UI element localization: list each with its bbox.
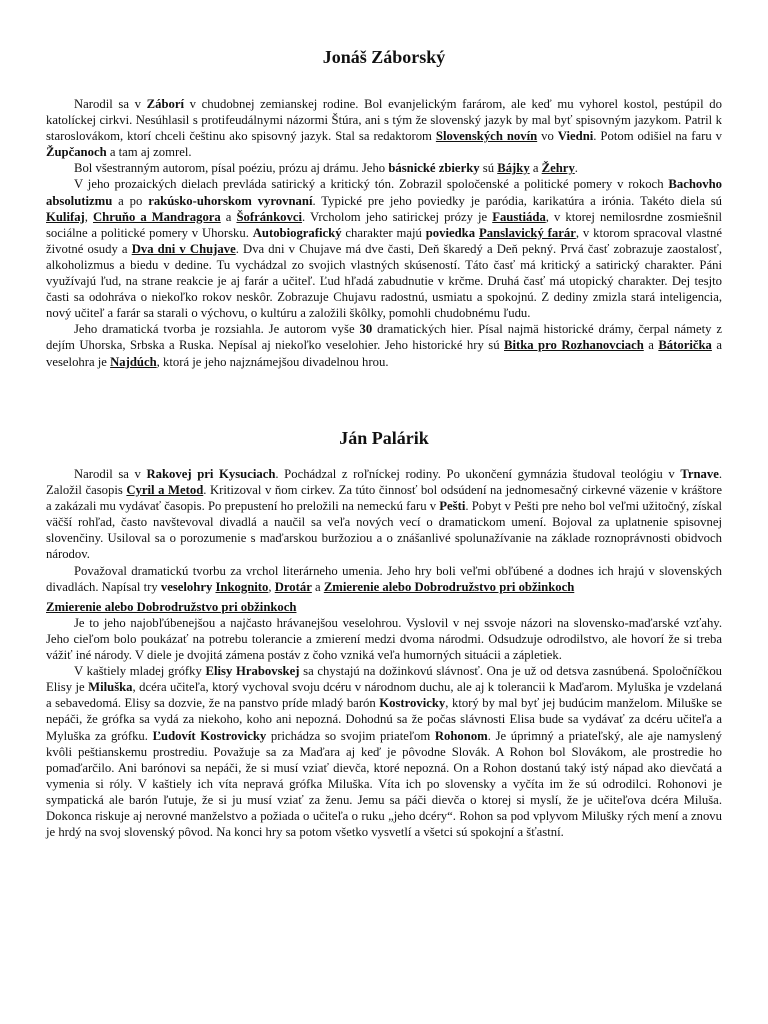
work-title: Žehry	[541, 161, 575, 176]
keyword: básnické zbierky	[388, 161, 480, 176]
section-body-palarik	[46, 466, 722, 840]
text: , v ktorom spracoval vlastné životné osudy a	[46, 225, 723, 256]
work-title: Bitka pro Rozhanovciach	[504, 338, 644, 353]
text: . Založil časopis	[46, 467, 723, 498]
text: , v ktorej nemilosrdne zosmiešnil sociálne a politické pomery v Uhorsku.	[46, 209, 723, 240]
text: charakter majú	[341, 225, 426, 240]
text: . Vrcholom jeho satirickej prózy je	[302, 209, 493, 224]
text: , ktorý by mal byť jej budúcim manželom. Miluške se nepáči, že grófka sa vydá za niekoho, koho ani nepozná. Dohodnú sa že počas slávnosti Elisa bude sa vydávať za dcéru učiteľa a Myluška za grófku.	[46, 696, 722, 743]
work-title: Inkognito	[215, 579, 269, 594]
work-title: Zmierenie alebo Dobrodružstvo pri obžinkoch	[323, 579, 575, 594]
text: ,	[84, 209, 93, 224]
text: a	[643, 338, 659, 353]
keyword: veselohry	[160, 579, 213, 594]
text: . Dva dni v Chujave má dve časti, Deň škaredý a Deň pekný. Prvá časť zobrazuje zaostalosť, alkoholizmus a biedu v dedine. Tu vychádzal zo svojich vlastných skúseností. Táto časť má kritický a satirický charakter. Páni využívajú ľud, na strane reakcie je aj farár a učiteľ. Ľud hľadá zabudnutie v krčme. Druhá časť má utopický charakter. Dej tesjto časti sa odohráva o niekoľko rokov neskôr. Zobrazuje Chujavu radostnú, usmiatu a spokojnú. Z dediny zmizla stará inteligencia, nový učiteľ a farár sa starali o výchovu, o kultúru a založili škôlky, pomohli chudobnému ľudu.	[46, 241, 723, 321]
section-body-zaborsky	[46, 96, 722, 370]
keyword: Viedni	[557, 129, 594, 144]
text: V kaštiely mladej grófky	[74, 664, 206, 679]
text: Bol všestranným autorom, písal poéziu, prózu aj drámu. Jeho	[74, 161, 389, 176]
text: . Pobyt v Pešti pre neho bol veľmi užitočný, získal väčší rohľad, často navštevoval divadlá a naučil sa veľa nových vecí o dramatickom umení. Bojoval za uplatnenie spisovnej slovenčiny. Usiloval sa o porozumenie s maďarskou buržoziou a o znášanlivé spolunažívanie na základe roznoprávnosti obidvoch národov.	[46, 499, 723, 562]
work-title: Slovenských novín	[435, 129, 538, 144]
keyword: Pešti	[439, 499, 466, 514]
text: Považoval dramatickú tvorbu za vrchol literárneho umenia. Jeho hry boli veľmi obľúbené a dodnes ich hrajú v slovenských divadlách. Napísal try	[46, 563, 722, 594]
section-title-zaborsky: Jonáš Záborský	[322, 47, 446, 67]
text: . Pochádzal z roľníckej rodiny. Po ukončení gymnázia študoval teológiu v	[275, 467, 681, 481]
text: a	[311, 579, 324, 594]
paragraph	[46, 321, 722, 369]
section-title-palarik: Ján Palárik	[339, 428, 429, 448]
text: . Typické pre jeho poviedky je paródia, karikatúra a irónia. Takéto diela sú	[312, 193, 722, 208]
text: Narodil sa v	[74, 97, 147, 111]
work-title: Najdúch	[110, 354, 157, 369]
work-title: Šofránkovci	[236, 209, 303, 224]
paragraph	[46, 563, 722, 595]
keyword: Miluška	[88, 680, 133, 695]
paragraph	[46, 663, 722, 840]
keyword: Trnave	[680, 467, 719, 481]
text: , dcéra učiteľa, ktorý vychoval svoju dcéru v národnom duchu, ale aj k tolerancii k Maďarom. Myluška je vzdelaná a sebavedomá. Elisy sa dozvie, že na panstvo príde mladý barón	[46, 680, 722, 711]
text: prichádza so svojim priateľom	[266, 728, 435, 743]
subheading: Zmierenie alebo Dobrodružstvo pri obžinkoch	[46, 599, 297, 614]
text: V jeho prozaických dielach prevláda satirický a kritický tón. Zobrazil spoločenské a politické pomery v rokoch	[74, 177, 669, 192]
keyword: Autobiografický	[252, 225, 342, 240]
keyword: Elisy Hrabovskej	[205, 664, 300, 679]
text: a po	[112, 193, 149, 208]
text: , ktorá je jeho najznámejšou divadelnou hrou.	[156, 354, 389, 369]
keyword: Kostrovicky	[379, 696, 446, 711]
work-title: Dva dni v Chujave	[131, 241, 236, 256]
text: sa chystajú na dožinkovú slávnosť. Ona je už od detsva zasnúbená. Spoločníčkou Elisy je	[46, 664, 723, 695]
work-title: Kulifaj	[46, 209, 85, 224]
text: a	[220, 209, 237, 224]
keyword: Rohonom	[434, 728, 488, 743]
text: Narodil sa v	[74, 467, 147, 481]
keyword: Župčanoch	[46, 145, 107, 160]
paragraph	[46, 176, 722, 321]
work-title: Bátorička	[658, 338, 712, 353]
keyword: poviedka	[425, 225, 476, 240]
work-title: Drotár	[274, 579, 312, 594]
keyword: Bachovho absolutizmu	[46, 177, 722, 208]
paragraph	[46, 96, 722, 160]
keyword: Záborí	[146, 97, 185, 111]
paragraph	[46, 615, 722, 663]
work-title: Cyril a Metod	[126, 483, 204, 498]
text: Je to jeho najobľúbenejšou a najčasto hrávanejšou veselohrou. Vyslovil v nej ssvoje názori na slovensko-maďarské vzťahy. Jeho cieľom bolo poukázať na potrebu tolerancie a zmierení medzi dvoma národmi. Odsudzuje odrodilstvo, ale hovorí že si treba vážiť iné národy. V diele je dvojitá zámena postáv z čoho vzniká veľa humorných situácii a zápletiek.	[46, 615, 722, 663]
text: a veselohra je	[46, 338, 722, 369]
work-title: Faustiáda	[492, 209, 546, 224]
text: .	[574, 161, 578, 176]
keyword: Rakovej pri Kysuciach	[146, 467, 276, 481]
paragraph	[46, 160, 722, 176]
text: vo	[537, 129, 558, 144]
text: v chudobnej zemianskej rodine. Bol evanjelickým farárom, ale keď mu vyhorel kostol, pestúpil do katolíckej cirkvi. Nesúhlasil s protifeudálnymi názormi Štúra, ani s tým že slovenský jazyk by mal byť spisovným jazykom. Patril k staroslovákom, ktorí chceli češtinu ako spisovný jazyk. Stal sa redaktorom	[46, 97, 722, 144]
text: . Potom odišiel na faru v	[593, 129, 723, 144]
keyword: 30	[359, 322, 373, 337]
text: Jeho dramatická tvorba je rozsiahla. Je autorom vyše	[74, 322, 360, 337]
text: a tam aj zomrel.	[106, 145, 192, 160]
text: sú	[479, 161, 498, 176]
paragraph	[46, 466, 722, 563]
work-title: Bájky	[497, 161, 530, 176]
text: . Je úprimný a priateľský, ale aje namyslený kvôli peštianskemu prostrediu. Považuje sa za Maďara aj keď je pôvodne Slovák. A Rohon bol Slovákom, ale prostredie ho pomaďarčilo. Ani barónovi sa nepáči, že si musí vziať dievča, ktoré nepozná. On a Rohon dostanú taký istý nápad ako dievčatá a vymenia si róly. V kaštiely ich víta nepravá grófka Miluška. Víta ich po slovensky a vyčíta im že sú odrodilci. Rohonovi je sympatická ale barón ľutuje, že si ju musí vziať za ženu. Jemu sa páči dievča o ktorej si myslí, že je učiteľova dcéra Miluša. Dokonca riskuje aj nerovné manželstvo a požiada o učiteľa o ruku „jeho dcéry“. Rohon sa pod vplyvom Milušky rých mení a znovu je hrdý na svoj slovenský pôvod. Na konci hry sa potom všetko vysvetlí a všetci sú spokojní a šťastní.	[46, 728, 722, 840]
text: ,	[268, 579, 275, 594]
text: dramatických hier. Písal najmä historické drámy, čerpal námety z dejím Uhorska, Srbska a Ruska. Nepísal aj niekoľko veselohier. Jeho historické hry sú	[46, 322, 722, 353]
work-title: Chruňo a Mandragora	[92, 209, 221, 224]
text: . Kritizoval v ňom cirkev. Za túto činnosť bol odsúdení na jednomesačný cirkevné väzenie v kráštore a zakázali mu vydávať časopis. Po prepustení ho preložili na nemeckú faru v	[46, 483, 722, 514]
keyword: rakúsko-uhorskom vyrovnaní	[148, 193, 313, 208]
keyword: Ľudovít Kostrovicky	[152, 728, 267, 743]
work-title: Panslavický farár	[478, 225, 576, 240]
text: a	[529, 161, 542, 176]
